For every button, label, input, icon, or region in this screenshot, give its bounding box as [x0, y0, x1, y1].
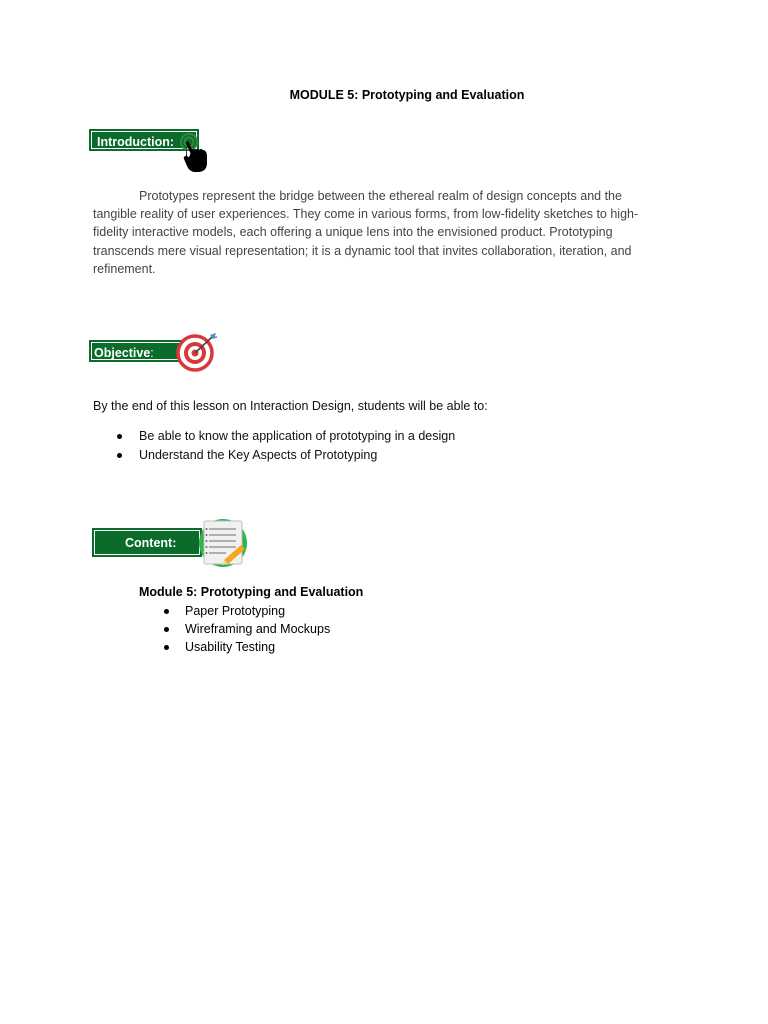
introduction-label: Introduction: [89, 129, 199, 151]
list-item: Usability Testing [139, 638, 330, 656]
content-heading: Module 5: Prototyping and Evaluation [139, 585, 364, 599]
introduction-paragraph: Prototypes represent the bridge between the ethereal realm of design concepts and the tangible reality of user experiences. They come in various forms, from low-fidelity sketches to high-fidelity interactive models, each offering a unique lens into the envisioned product. Prototyping transcends mere visual representation; it is a dynamic tool that invites collaboration, iteration, and refinement. [93, 189, 639, 276]
objective-intro: By the end of this lesson on Interaction Design, students will be able to: [93, 399, 488, 413]
content-list [139, 602, 330, 656]
notepad-pencil-icon [196, 518, 250, 568]
objective-label-text: Objective [94, 346, 151, 360]
objective-list [93, 427, 455, 465]
content-label: Content: [92, 528, 202, 557]
pointing-hand-icon [178, 131, 220, 175]
objective-label-colon: : [150, 346, 154, 360]
list-item: Understand the Key Aspects of Prototyping [93, 446, 455, 465]
list-item: Be able to know the application of prototyping in a design [93, 427, 455, 446]
page-title: MODULE 5: Prototyping and Evaluation [289, 88, 525, 102]
list-item: Wireframing and Mockups [139, 620, 330, 638]
target-icon [174, 330, 220, 372]
list-item: Paper Prototyping [139, 602, 330, 620]
